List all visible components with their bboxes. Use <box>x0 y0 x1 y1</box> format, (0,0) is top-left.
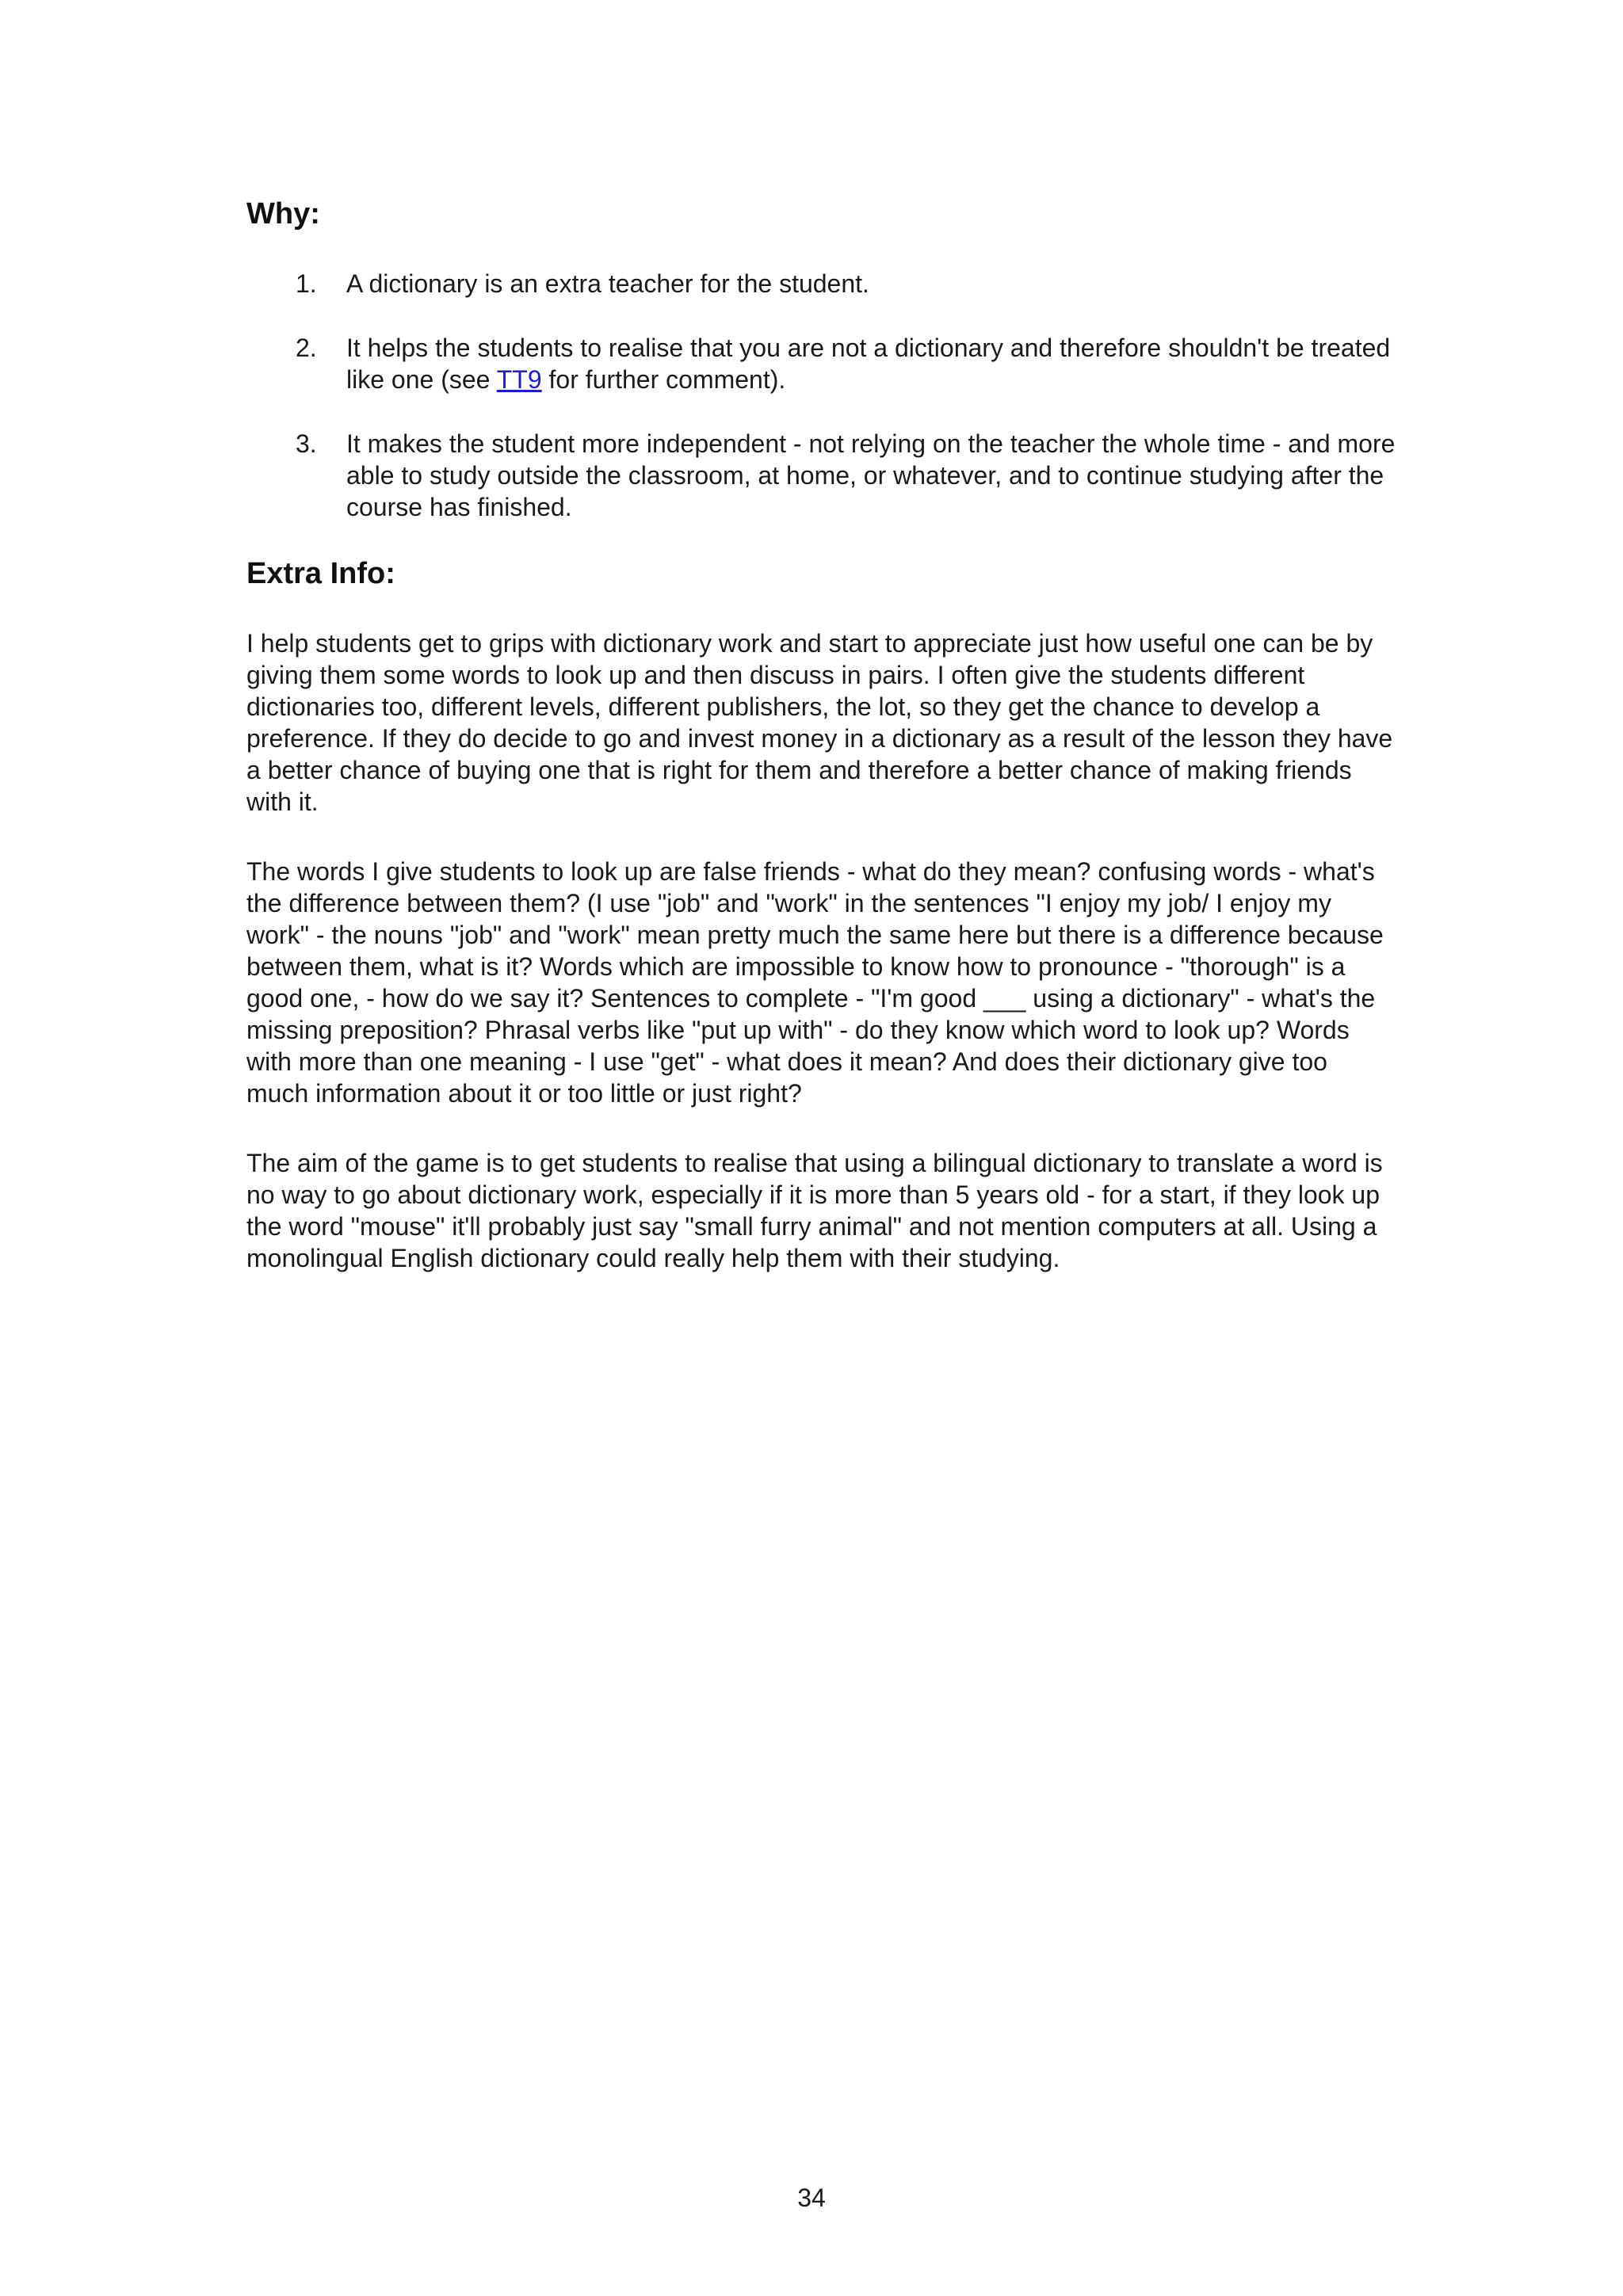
list-number: 2. <box>296 334 317 362</box>
why-heading: Why: <box>246 197 320 231</box>
list-item-text: A dictionary is an extra teacher for the student. <box>346 269 869 298</box>
page-content <box>246 195 1396 1312</box>
extra-info-heading: Extra Info: <box>246 557 395 590</box>
why-list <box>246 268 1396 523</box>
list-number: 1. <box>296 269 317 298</box>
list-number: 3. <box>296 429 317 458</box>
list-item-text: It makes the student more independent - not relying on the teacher the whole time - and more able to study outside the classroom, at home, or whatever, and to continue studying after the course has finished. <box>346 429 1396 521</box>
why-list-item <box>246 332 1396 395</box>
extra-info-paragraph: The aim of the game is to get students to realise that using a bilingual dictionary to translate a word is no way to go about dictionary work, especially if it is more than 5 years old - for a start, if they look up the word "mouse" it'll probably just say "small furry animal" and not mention computers at all. Using a monolingual English dictionary could really help them with their studying. <box>246 1149 1383 1272</box>
why-list-item <box>246 268 1396 299</box>
list-item-text: It helps the students to realise that you are not a dictionary and therefore shouldn't be treated like one (see <box>346 334 1391 394</box>
extra-info-paragraph: I help students get to grips with dictionary work and start to appreciate just how useful one can be by giving them some words to look up and then discuss in pairs. I often give the students different dictionaries too, different levels, different publishers, the lot, so they get the chance to develop a preference. If they do decide to go and invest money in a dictionary as a result of the lesson they have a better chance of buying one that is right for them and therefore a better chance of making friends with it. <box>246 629 1393 816</box>
page-number: 34 <box>797 2183 826 2212</box>
list-item-text: for further comment). <box>541 365 786 394</box>
why-list-item <box>246 428 1396 523</box>
extra-info-paragraph: The words I give students to look up are false friends - what do they mean? confusing words - what's the difference between them? (I use "job" and "work" in the sentences "I enjoy my job/ I enjoy my work" - the nouns "job" and "work" mean pretty much the same here but there is a difference because between them, what is it? Words which are impossible to know how to pronounce - "thorough" is a good one, - how do we say it? Sentences to complete - "I'm good ___ using a dictionary" - what's the missing preposition? Phrasal verbs like "put up with" - do they know which word to look up? Words with more than one meaning - I use "get" - what does it mean? And does their dictionary give too much information about it or too little or just right? <box>246 857 1384 1108</box>
tt9-link[interactable]: TT9 <box>496 365 542 394</box>
